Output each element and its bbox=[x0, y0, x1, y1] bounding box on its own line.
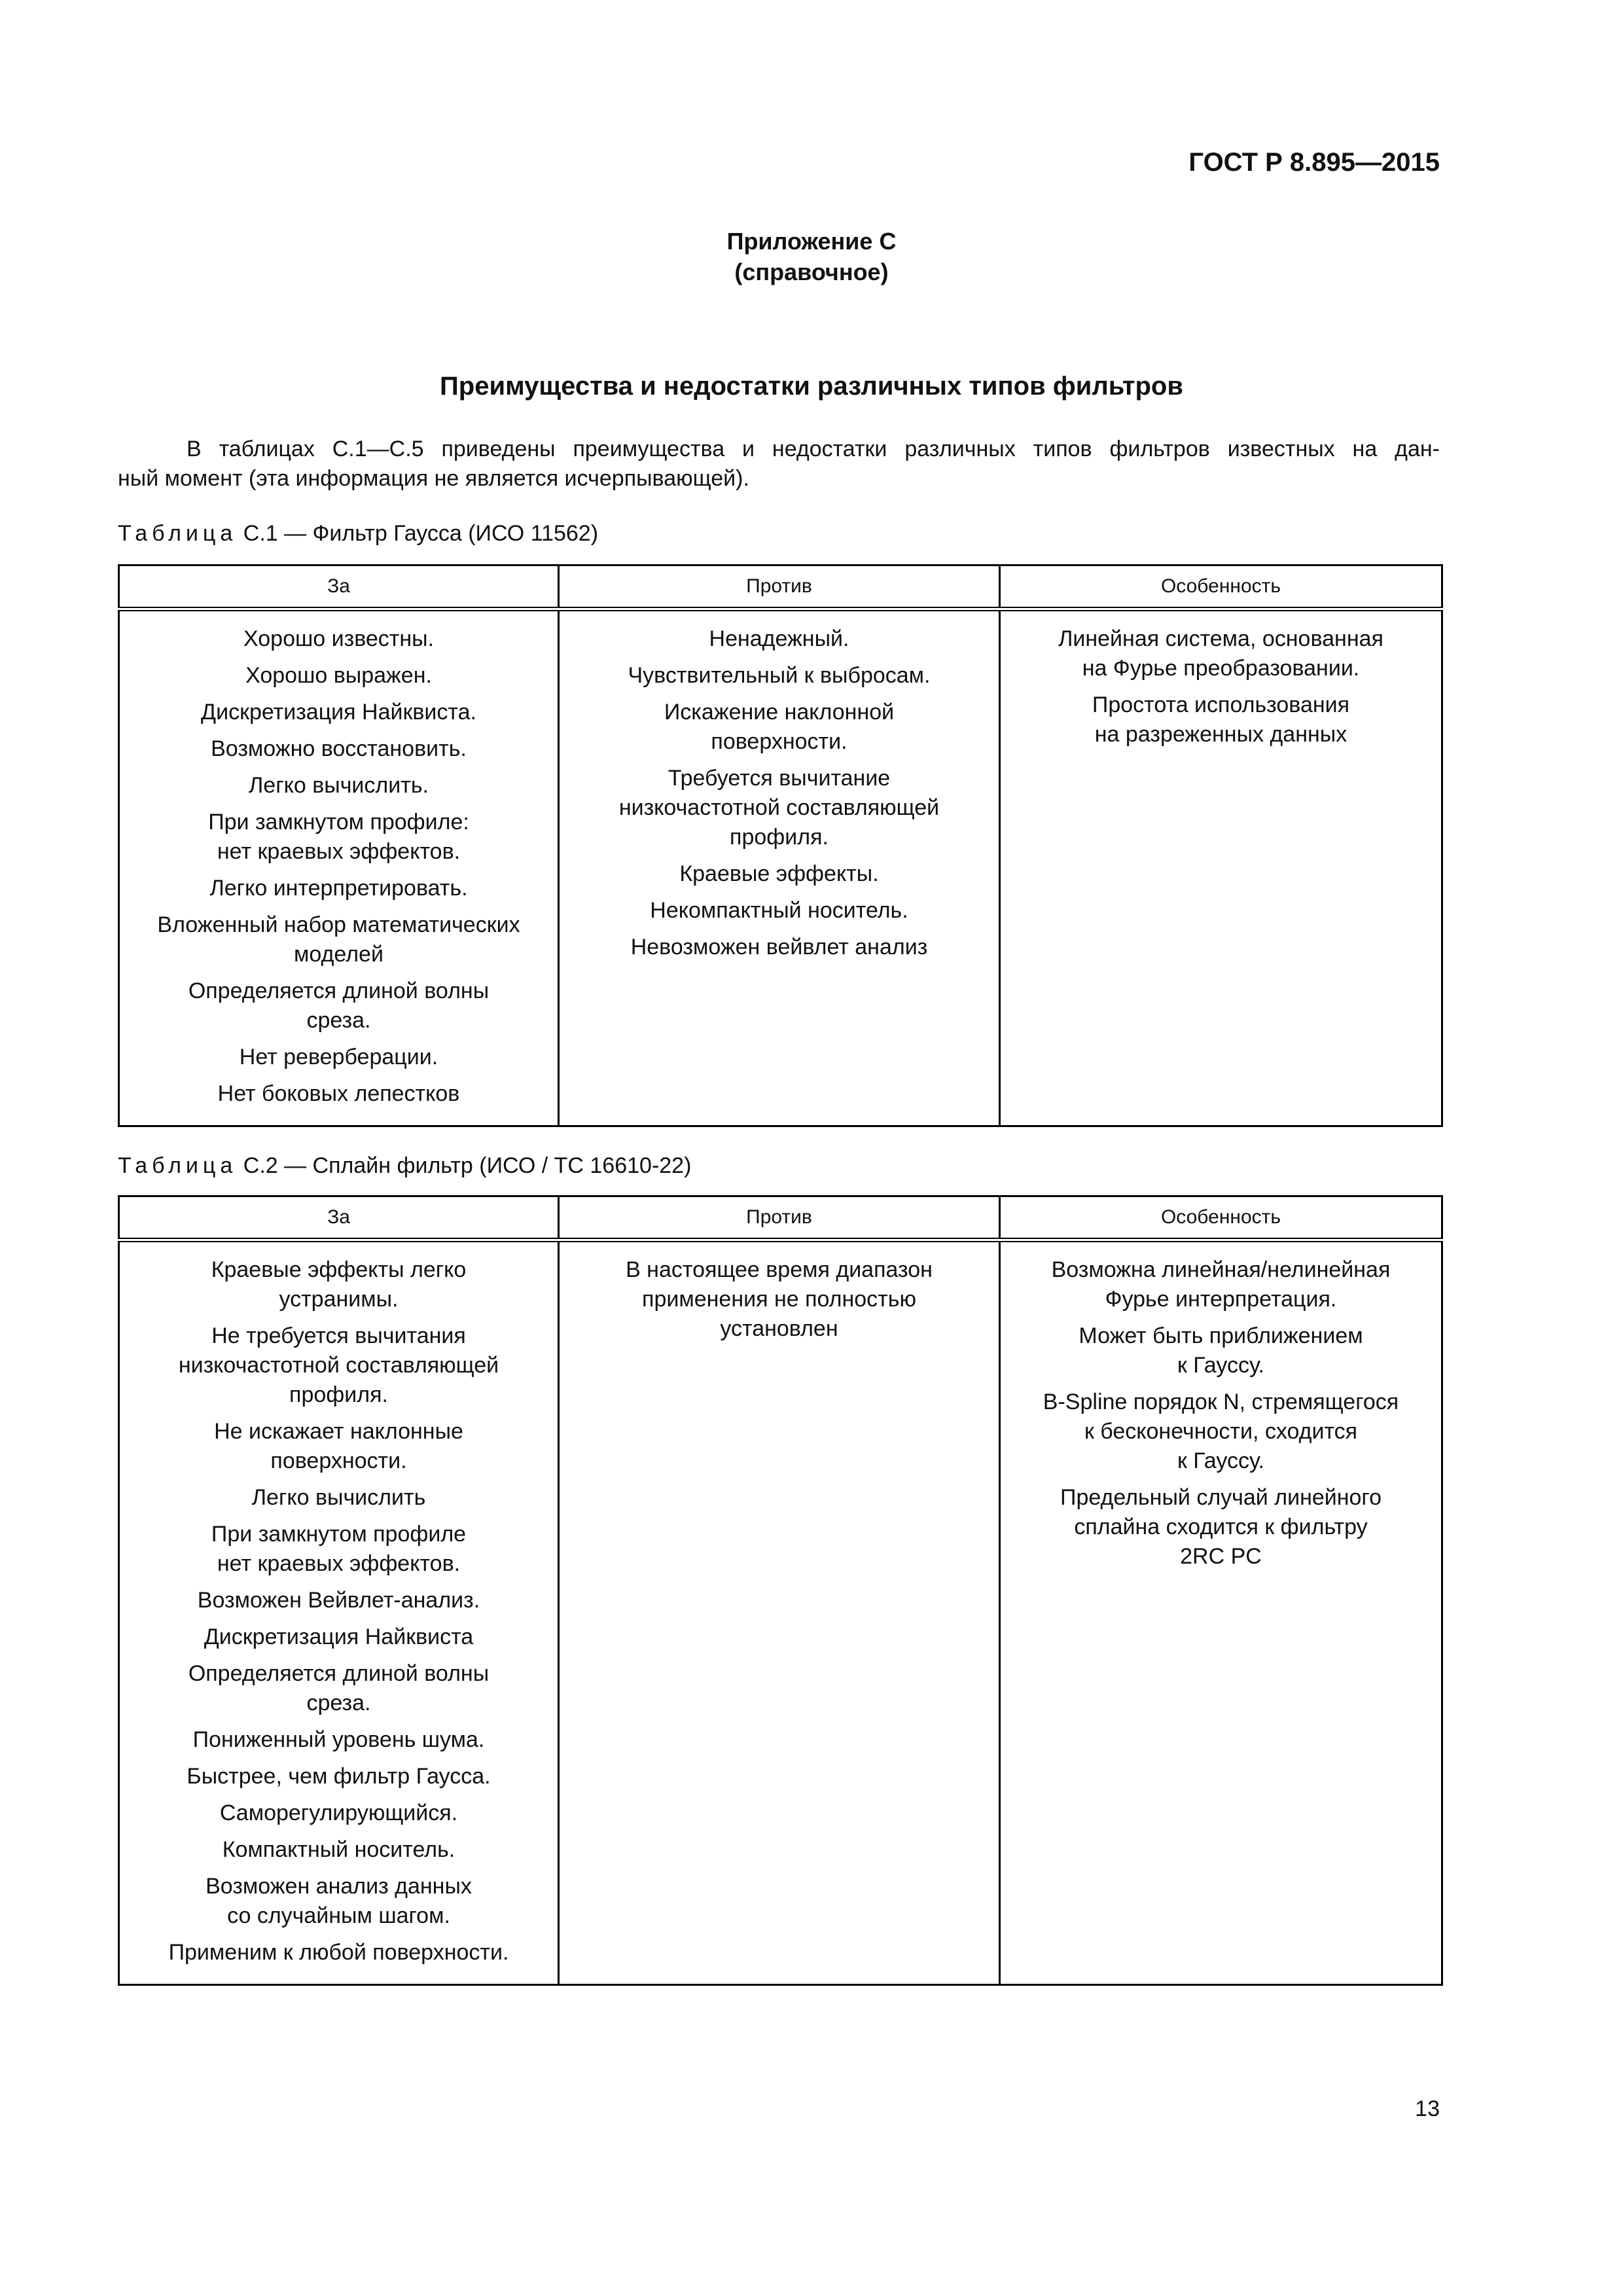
table-1-feature-cell bbox=[1000, 609, 1442, 1126]
table-1-header-pro: За bbox=[119, 565, 559, 609]
cell-item: При замкнутом профиле нет краевых эффектов. bbox=[211, 1522, 467, 1576]
table-1-caption-label: Таблица bbox=[118, 521, 238, 546]
appendix-title: Приложение С bbox=[726, 228, 897, 255]
cell-item: Линейная система, основанная на Фурье преобразовании. bbox=[1058, 626, 1383, 681]
cell-item: Чувствительный к выбросам. bbox=[628, 663, 931, 688]
table-1-header-feature: Особенность bbox=[1000, 565, 1442, 609]
cell-item: Вложенный набор математических моделей bbox=[157, 912, 520, 967]
table-2-caption-text: С.2 — Сплайн фильтр (ИСО / ТС 16610-22) bbox=[237, 1153, 692, 1178]
cell-item: Возможно восстановить. bbox=[211, 736, 467, 761]
table-1-caption-text: С.1 — Фильтр Гаусса (ИСО 11562) bbox=[237, 521, 599, 546]
cell-item: Возможна линейная/нелинейная Фурье интерпретация. bbox=[1051, 1257, 1391, 1312]
table-2-header-contra: Против bbox=[559, 1196, 1000, 1240]
intro-line-1: В таблицах С.1—С.5 приведены преимущества и недостатки различных типов фильтров известных на дан- bbox=[187, 437, 1440, 461]
table-2-pro-cell bbox=[119, 1240, 559, 1985]
table-1 bbox=[118, 564, 1443, 1127]
cell-item: Невозможен вейвлет анализ bbox=[630, 935, 928, 960]
cell-item: Саморегулирующийся. bbox=[219, 1801, 458, 1825]
cell-item: Требуется вычитание низкочастотной составляющей профиля. bbox=[618, 766, 940, 850]
table-2-body-row bbox=[119, 1240, 1442, 1985]
cell-item: Легко интерпретировать. bbox=[209, 876, 468, 901]
table-2-header-feature: Особенность bbox=[1000, 1196, 1442, 1240]
cell-item: Компактный носитель. bbox=[222, 1837, 455, 1862]
table-2-caption bbox=[118, 1153, 691, 1179]
cell-item: Простота использования на разреженных данных bbox=[1092, 692, 1350, 747]
intro-paragraph bbox=[118, 435, 1440, 493]
table-1-caption bbox=[118, 521, 598, 547]
table-1-header-row bbox=[119, 565, 1442, 609]
table-1-contra-cell bbox=[559, 609, 1000, 1126]
appendix-subtitle: (справочное) bbox=[734, 259, 889, 285]
cell-item: Легко вычислить bbox=[251, 1485, 426, 1510]
section-title: Преимущества и недостатки различных типов фильтров bbox=[440, 372, 1183, 401]
table-2-header-pro: За bbox=[119, 1196, 559, 1240]
table-1-pro-cell bbox=[119, 609, 559, 1126]
cell-item: Дискретизация Найквиста bbox=[204, 1624, 474, 1649]
cell-item: Краевые эффекты легко устранимы. bbox=[211, 1257, 467, 1312]
table-1-body-row bbox=[119, 609, 1442, 1126]
cell-item: В настоящее время диапазон применения не полностью установлен bbox=[626, 1257, 933, 1341]
table-2-contra-cell bbox=[559, 1240, 1000, 1985]
cell-item: Нет реверберации. bbox=[239, 1045, 438, 1069]
cell-item: Легко вычислить. bbox=[248, 773, 429, 798]
cell-item: Может быть приближением к Гауссу. bbox=[1079, 1323, 1363, 1378]
appendix-heading bbox=[0, 226, 1623, 287]
cell-item: Искажение наклонной поверхности. bbox=[664, 700, 895, 754]
cell-item: Определяется длиной волны среза. bbox=[188, 978, 490, 1033]
table-1-header-contra: Против bbox=[559, 565, 1000, 609]
cell-item: При замкнутом профиле: нет краевых эффектов. bbox=[208, 810, 469, 864]
document-code: ГОСТ Р 8.895—2015 bbox=[1188, 148, 1440, 177]
cell-item: Предельный случай линейного сплайна сходится к фильтру 2RC PC bbox=[1060, 1485, 1382, 1569]
cell-item: Дискретизация Найквиста. bbox=[201, 700, 476, 725]
cell-item: Хорошо выражен. bbox=[245, 663, 432, 688]
cell-item: Пониженный уровень шума. bbox=[192, 1727, 485, 1752]
cell-item: Хорошо известны. bbox=[243, 626, 435, 651]
cell-item: Не искажает наклонные поверхности. bbox=[214, 1419, 463, 1473]
table-2-header-row bbox=[119, 1196, 1442, 1240]
cell-item: Краевые эффекты. bbox=[679, 861, 879, 886]
page-number: 13 bbox=[1415, 2096, 1440, 2121]
cell-item: Ненадежный. bbox=[709, 626, 849, 651]
cell-item: Применим к любой поверхности. bbox=[168, 1940, 509, 1965]
cell-item: Быстрее, чем фильтр Гаусса. bbox=[187, 1764, 491, 1789]
table-2-feature-cell bbox=[1000, 1240, 1442, 1985]
cell-item: Нет боковых лепестков bbox=[217, 1081, 460, 1106]
table-2 bbox=[118, 1195, 1443, 1986]
cell-item: Некомпактный носитель. bbox=[650, 898, 908, 923]
cell-item: Возможен Вейвлет-анализ. bbox=[197, 1588, 480, 1613]
intro-line-2: ный момент (эта информация не является исчерпывающей). bbox=[118, 466, 749, 491]
cell-item: Не требуется вычитания низкочастотной составляющей профиля. bbox=[178, 1323, 499, 1407]
cell-item: B-Spline порядок N, стремящегося к бесконечности, сходится к Гауссу. bbox=[1043, 1390, 1399, 1473]
table-2-caption-label: Таблица bbox=[118, 1153, 238, 1178]
cell-item: Возможен анализ данных со случайным шагом. bbox=[205, 1874, 472, 1928]
cell-item: Определяется длиной волны среза. bbox=[188, 1661, 490, 1715]
